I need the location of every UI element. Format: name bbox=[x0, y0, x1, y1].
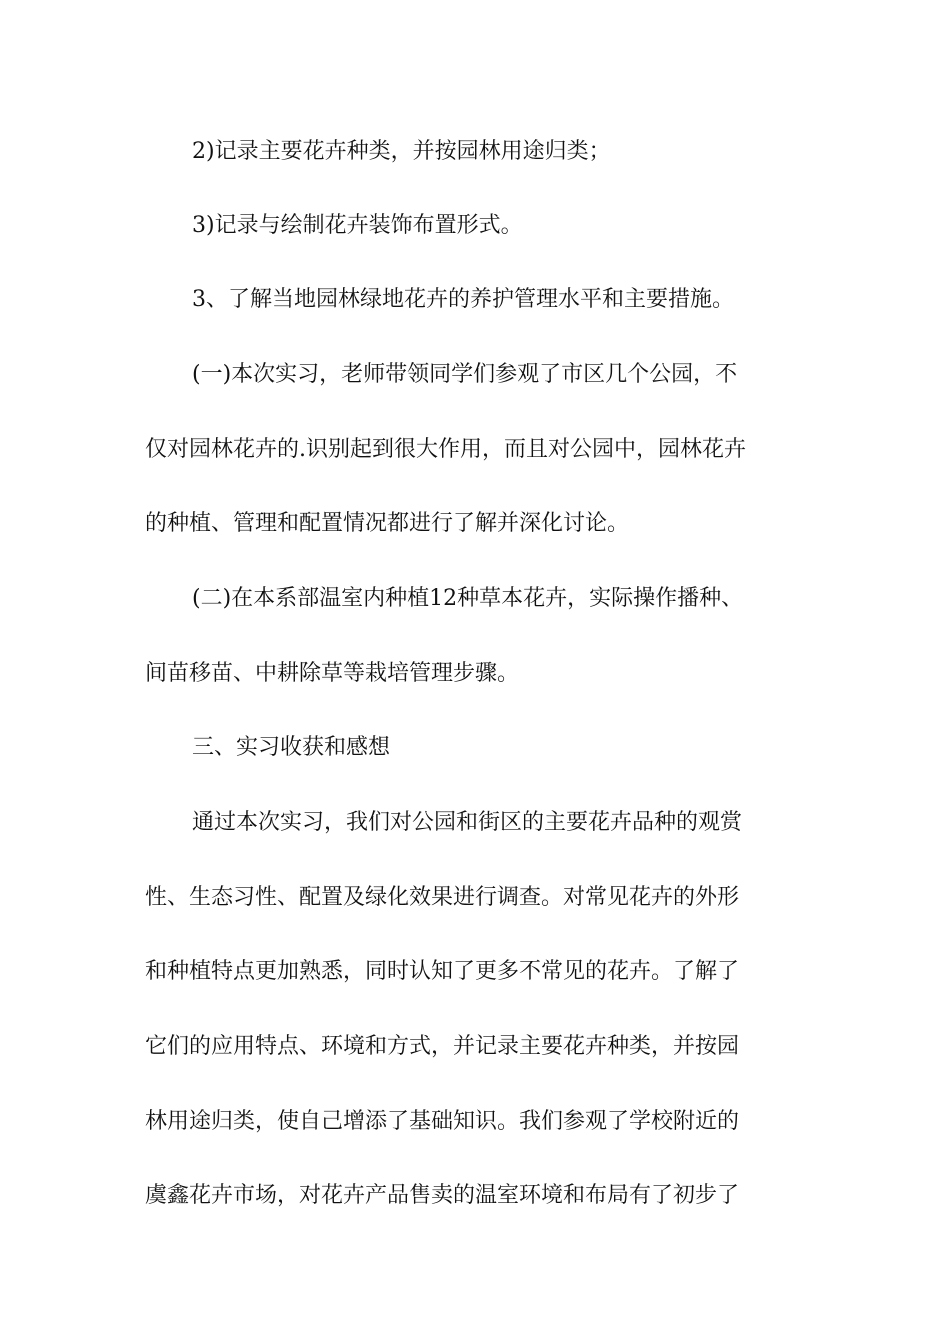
text-line-content: 仅对园林花卉的.识别起到很大作用，而且对公园中，园林花卉 bbox=[145, 437, 746, 462]
text-line bbox=[0, 280, 950, 320]
text-line bbox=[0, 504, 950, 544]
text-line bbox=[0, 1027, 950, 1067]
text-line-content: 3)记录与绘制花卉装饰布置形式。 bbox=[192, 213, 523, 238]
text-line-content: 性、生态习性、配置及绿化效果进行调查。对常见花卉的外形 bbox=[145, 885, 740, 910]
text-line bbox=[0, 579, 950, 619]
text-line-content: (一)本次实习，老师带领同学们参观了市区几个公园，不 bbox=[192, 362, 738, 387]
text-line-content: 通过本次实习，我们对公园和街区的主要花卉品种的观赏 bbox=[192, 810, 743, 835]
text-line-content: 的种植、管理和配置情况都进行了解并深化讨论。 bbox=[145, 511, 630, 536]
text-line-content: 它们的应用特点、环境和方式，并记录主要花卉种类，并按园 bbox=[145, 1034, 740, 1059]
text-line bbox=[0, 132, 950, 172]
text-line-content: (二)在本系部温室内种植12种草本花卉，实际操作播种、 bbox=[192, 586, 744, 611]
section-heading-text: 三、实习收获和感想 bbox=[192, 735, 391, 760]
text-line-content: 和种植特点更加熟悉，同时认知了更多不常见的花卉。了解了 bbox=[145, 959, 740, 984]
text-line bbox=[0, 803, 950, 843]
text-line bbox=[0, 355, 950, 395]
text-line bbox=[0, 654, 950, 694]
text-line bbox=[0, 1176, 950, 1216]
text-line bbox=[0, 952, 950, 992]
text-line bbox=[0, 1102, 950, 1142]
text-line bbox=[0, 878, 950, 918]
text-line bbox=[0, 430, 950, 470]
text-line-content: 林用途归类，使自己增添了基础知识。我们参观了学校附近的 bbox=[145, 1109, 740, 1134]
text-line-content: 3、了解当地园林绿地花卉的养护管理水平和主要措施。 bbox=[192, 287, 734, 312]
text-line-content: 2)记录主要花卉种类，并按园林用途归类； bbox=[192, 139, 611, 164]
section-heading bbox=[0, 728, 950, 768]
text-line-content: 间苗移苗、中耕除草等栽培管理步骤。 bbox=[145, 661, 520, 686]
text-line bbox=[0, 206, 950, 246]
text-line-content: 虞鑫花卉市场，对花卉产品售卖的温室环境和布局有了初步了 bbox=[145, 1183, 740, 1208]
